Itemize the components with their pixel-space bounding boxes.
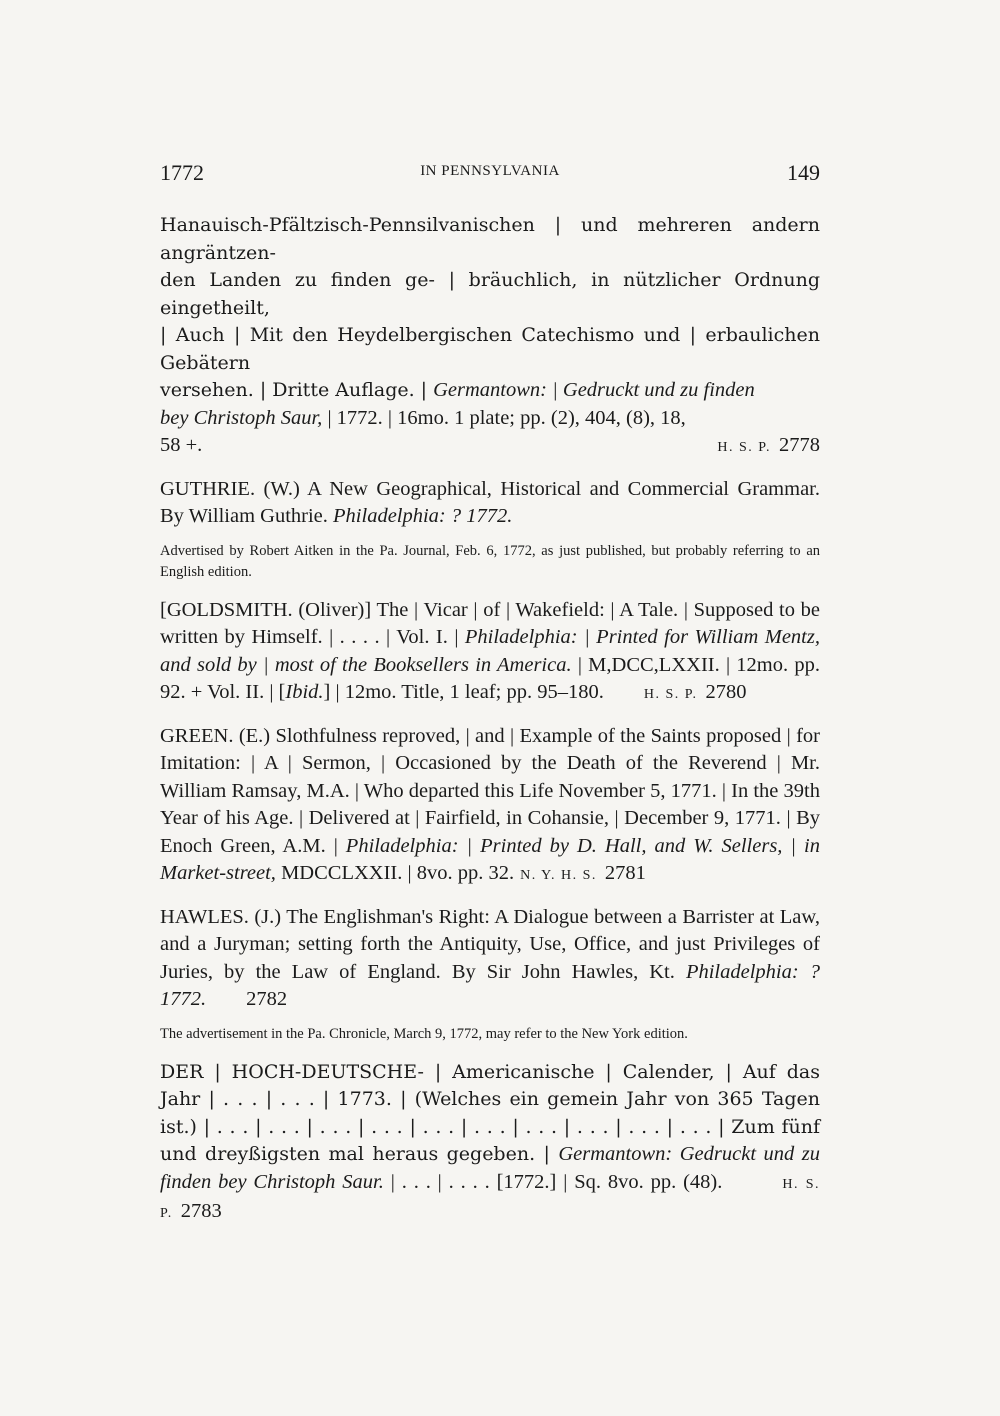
page-header — [160, 160, 820, 194]
entry-imprint: Philadelphia: ? 1772. — [160, 960, 820, 1010]
entry-imprint: bey Christoph Saur, — [160, 406, 323, 429]
entry-note: Advertised by Robert Aitken in the Pa. Journal, Feb. 6, 1772, as just published, but probably referring to an English edition. — [160, 542, 820, 580]
entry-line — [160, 432, 820, 462]
entry-number: 2782 — [246, 988, 288, 1010]
entry-line: den Landen zu finden ge- | bräuchlich, in nützlicher Ordnung eingetheilt, — [160, 269, 820, 319]
entry-text: GUTHRIE. (W.) A New Geographical, Historical and Commercial Grammar. By William Guthrie. — [160, 477, 820, 527]
entry-ibid: Ibid. — [285, 681, 324, 703]
entry-imprint: Philadelphia: | Printed by D. Hall, and W. Sellers, | in Market-street, — [160, 834, 820, 884]
entry-text: | 1772. | 16mo. 1 plate; pp. (2), 404, (8), 18, — [322, 406, 686, 429]
entry-text: | . . . | . . . . [1772.] | Sq. 8vo. pp. (48). — [383, 1170, 723, 1193]
entry-2780 — [160, 597, 820, 709]
entry-text: ] | 12mo. Title, 1 leaf; pp. 95–180. — [323, 681, 604, 703]
library-abbrev: N. Y. H. S. — [520, 868, 597, 883]
entry-imprint: Philadelphia: | Printed for William Mentz, and sold by | most of the Booksellers in America. — [160, 626, 820, 676]
entry-line — [160, 377, 820, 405]
entry-number: 2783 — [180, 1200, 222, 1222]
library-abbrev: H. S. P. — [160, 1176, 820, 1221]
entry-text: GREEN. (E.) Slothfulness reproved, | and | Example of the Saints proposed | for Imitation: | A | Sermon, | Occasioned by the Death of the Reverend | Mr. William Ramsay, M.A. | Who departed this Life November 5, 1771. | In the 39th Year of his Age. | Delivered at | Fairfield, in Cohansie, | December 9, 1771. | By Enoch Green, A.M. | — [160, 724, 820, 857]
entry-fraktur-text: DER | HOCH-DEUTSCHE- | Americanische | Calender, | Auf das Jahr | . . . | . . . | 1773. | (Welches ein gemein Jahr von 365 Tagen ist.) | . . . | . . . | . . . | . . . | . . . | . . . | . . . | . . . | . . . | . . . | Zum fünf und dreyßigsten mal heraus gegeben. | — [160, 1060, 820, 1165]
library-abbrev: H. S. P. — [643, 687, 698, 702]
entry-note: The advertisement in the Pa. Chronicle, March 9, 1772, may refer to the New York edition. — [160, 1025, 688, 1042]
entry-text: MDCCLXXII. | 8vo. pp. 32. — [275, 862, 515, 884]
entry-2781 — [160, 723, 820, 890]
entry-text: HAWLES. (J.) The Englishman's Right: A Dialogue between a Barrister at Law, and a Juryman; setting forth the Antiquity, Use, Office, and just Privileges of Juries, by the Law of England. By Sir John Hawles, Kt. — [160, 905, 820, 983]
entry-guthrie — [160, 476, 820, 531]
entry-line: Hanauisch-Pfältzisch-Pennsilvanischen | und mehreren andern angräntzen- — [160, 214, 820, 264]
entry-imprint: Germantown: Gedruckt und zu finden bey Christoph Saur. — [160, 1143, 820, 1193]
header-year: 1772 — [160, 160, 204, 185]
library-abbrev: H. S. P. — [717, 440, 771, 455]
entry-number: 2778 — [779, 434, 820, 456]
entry-line — [160, 405, 820, 433]
entry-2778 — [160, 212, 820, 462]
entry-number: 2781 — [604, 862, 646, 884]
entry-imprint: Germantown: | Gedruckt und zu finden — [433, 379, 755, 401]
entry-text: | M,DCC,LXXII. | 12mo. pp. 92. + Vol. II. | [ — [160, 653, 820, 703]
entry-number: 2780 — [705, 681, 747, 703]
entry-2782 — [160, 904, 820, 1014]
entry-fraktur-text: versehen. | Dritte Auflage. | — [160, 379, 434, 401]
running-title: IN PENNSYLVANIA — [420, 163, 560, 179]
entry-text: 58 +. — [160, 434, 203, 456]
book-page — [160, 160, 820, 1228]
entry-line: | Auch | Mit den Heydelbergischen Catechismo und | erbaulichen Gebätern — [160, 324, 820, 374]
entry-text: [GOLDSMITH. (Oliver)] The | Vicar | of | Wakefield: | A Tale. | Supposed to be written by Himself. | . . . . | Vol. I. | — [160, 598, 820, 648]
page-number: 149 — [787, 160, 820, 185]
entry-imprint: Philadelphia: ? 1772. — [333, 505, 513, 527]
entry-2783 — [160, 1059, 820, 1228]
